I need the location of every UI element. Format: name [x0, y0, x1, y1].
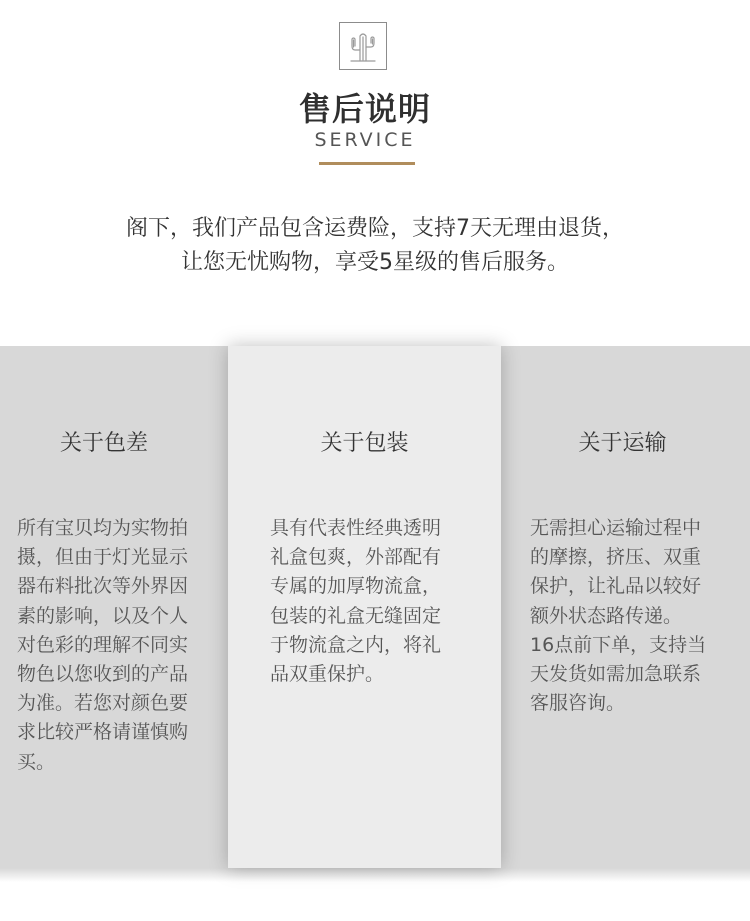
panel-line: 于物流盒之内，将礼	[270, 633, 442, 656]
panel-line: 品双重保护。	[270, 663, 385, 686]
panel-body	[270, 514, 441, 689]
panel-line: 的摩擦，挤压、双重	[530, 546, 702, 569]
page-subtitle: SERVICE	[314, 129, 416, 151]
panel-line: 礼盒包爽，外部配有	[270, 546, 442, 569]
cactus-icon	[345, 28, 381, 64]
panel-line: 客服咨询。	[530, 692, 626, 715]
panel-line: 专属的加厚物流盒，	[270, 575, 442, 598]
panel-line: 为准。若您对颜色要	[17, 692, 189, 715]
cactus-logo	[339, 22, 387, 70]
panels-bottom-shadow	[0, 868, 750, 882]
panel-line: 买。	[17, 750, 56, 773]
panel-line: 素的影响，以及个人	[17, 604, 189, 627]
panel-line: 具有代表性经典透明	[270, 517, 442, 539]
panel-line: 器布料批次等外界因	[17, 575, 189, 598]
intro-line: 阁下，我们产品包含运费险，支持7天无理由退货，	[126, 216, 624, 241]
intro-text	[0, 212, 750, 280]
panel-packaging	[228, 346, 501, 868]
panel-line: 额外状态路传递。	[530, 604, 683, 627]
panel-line: 所有宝贝均为实物拍	[17, 517, 189, 539]
panel-line: 求比较严格请谨慎购	[17, 721, 189, 744]
panel-shipping	[501, 346, 750, 868]
panel-line: 保护，让礼品以较好	[530, 575, 702, 598]
panel-color-difference	[0, 346, 228, 868]
page-title: 售后说明	[298, 90, 431, 128]
title-divider	[319, 162, 415, 165]
panel-title: 关于运输	[578, 431, 667, 456]
panel-body	[530, 514, 706, 718]
panel-line: 天发货如需加急联系	[530, 663, 702, 686]
info-panels	[0, 346, 750, 868]
intro-line: 让您无忧购物，享受5星级的售后服务。	[181, 250, 569, 275]
panel-title: 关于色差	[59, 431, 148, 456]
panel-line: 16点前下单，支持当	[530, 633, 707, 656]
panel-line: 无需担心运输过程中	[530, 517, 702, 539]
panel-body	[17, 514, 188, 777]
panel-line: 对色彩的理解不同实	[17, 633, 189, 656]
panel-line: 摄，但由于灯光显示	[17, 546, 189, 569]
panel-title: 关于包装	[320, 431, 409, 456]
panel-line: 包装的礼盒无缝固定	[270, 604, 442, 627]
panel-line: 物色以您收到的产品	[17, 663, 189, 686]
